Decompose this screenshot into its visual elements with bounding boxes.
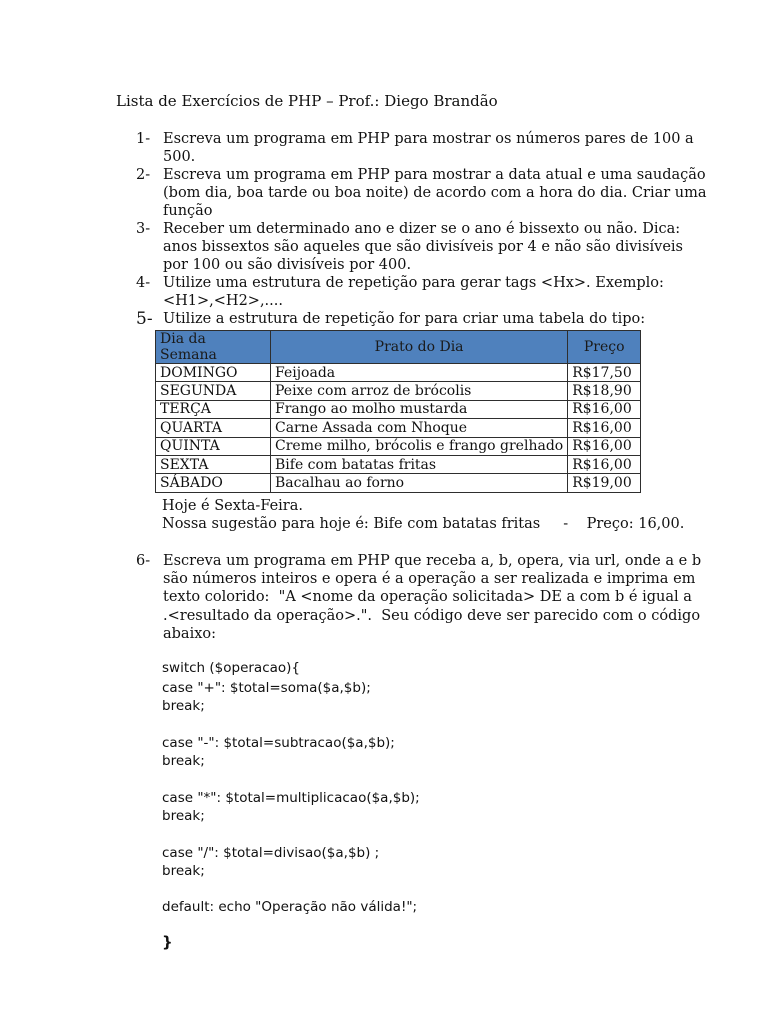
exercise-text-line: abaixo: xyxy=(163,625,217,642)
table-cell-price: R$16,00 xyxy=(568,455,641,473)
exercise-2 xyxy=(136,166,707,221)
code-line: case "*": $total=multiplicacao($a,$b); xyxy=(162,790,420,806)
exercise-text-line: Escreva um programa em PHP que receba a, b, opera, via url, onde a e b xyxy=(163,553,702,569)
table-cell-dish: Peixe com arroz de brócolis xyxy=(271,382,568,400)
table-cell-day: QUINTA xyxy=(156,437,271,455)
table-row xyxy=(156,455,641,473)
code-line: case "-": $total=subtracao($a,$b); xyxy=(162,735,395,751)
table-cell-price: R$16,00 xyxy=(568,419,641,437)
exercise-text-line: Receber um determinado ano e dizer se o ano é bissexto ou não. Dica: xyxy=(163,221,681,237)
exercise-text-line: <H1>,<H2>,.... xyxy=(163,293,283,310)
table-cell-dish: Bife com batatas fritas xyxy=(271,455,568,473)
exercise-text-line: 500. xyxy=(163,149,196,166)
table-cell-day: SÁBADO xyxy=(156,474,271,492)
column-header-dish: Prato do Dia xyxy=(271,331,568,364)
exercise-text-line: Escreva um programa em PHP para mostrar os números pares de 100 a xyxy=(163,131,694,147)
code-line: break; xyxy=(162,698,205,714)
exercise-3 xyxy=(136,220,683,275)
table-row xyxy=(156,474,641,492)
exercise-4 xyxy=(136,274,664,310)
exercise-6 xyxy=(136,552,702,643)
suggestion-line: Nossa sugestão para hoje é: Bife com batatas fritas - Preço: 16,00. xyxy=(162,516,685,532)
table-cell-price: R$16,00 xyxy=(568,400,641,418)
exercise-1 xyxy=(136,130,694,166)
exercise-number: 4- xyxy=(136,275,151,291)
table-cell-day: SEXTA xyxy=(156,455,271,473)
table-cell-day: DOMINGO xyxy=(156,364,271,382)
exercise-number: 3- xyxy=(136,221,151,237)
table-cell-dish: Frango ao molho mustarda xyxy=(271,400,568,418)
code-line: break; xyxy=(162,753,205,769)
table-cell-dish: Feijoada xyxy=(271,364,568,382)
table-cell-day: TERÇA xyxy=(156,400,271,418)
table-row xyxy=(156,437,641,455)
exercise-text-line: são números inteiros e opera é a operação a ser realizada e imprima em xyxy=(163,571,696,588)
exercise-number: 6- xyxy=(136,553,151,569)
table-cell-price: R$16,00 xyxy=(568,437,641,455)
exercise-text-line: (bom dia, boa tarde ou boa noite) de acordo com a hora do dia. Criar uma xyxy=(163,185,707,202)
table-cell-price: R$18,90 xyxy=(568,382,641,400)
exercise-text-line: Utilize uma estrutura de repetição para gerar tags <Hx>. Exemplo: xyxy=(163,275,664,291)
table-cell-day: SEGUNDA xyxy=(156,382,271,400)
column-header-price: Preço xyxy=(568,331,641,364)
exercise-text-line: por 100 ou são divisíveis por 400. xyxy=(163,257,412,274)
table-cell-day: QUARTA xyxy=(156,419,271,437)
exercise-number: 2- xyxy=(136,167,151,183)
exercise-number: 1- xyxy=(136,131,151,147)
table-cell-dish: Carne Assada com Nhoque xyxy=(271,419,568,437)
table-cell-dish: Bacalhau ao forno xyxy=(271,474,568,492)
code-line: case "/": $total=divisao($a,$b) ; xyxy=(162,845,380,861)
table-row xyxy=(156,364,641,382)
table-header-row xyxy=(156,331,641,364)
document-title: Lista de Exercícios de PHP – Prof.: Diego Brandão xyxy=(116,92,498,110)
table-row xyxy=(156,382,641,400)
code-line: break; xyxy=(162,808,205,824)
table-cell-dish: Creme milho, brócolis e frango grelhado xyxy=(271,437,568,455)
exercise-text-line: texto colorido: "A <nome da operação solicitada> DE a com b é igual a xyxy=(163,589,692,606)
exercise-text-line: anos bissextos são aqueles que são divisíveis por 4 e não são divisíveis xyxy=(163,239,683,256)
code-line: break; xyxy=(162,863,205,879)
exercise-text-line: Escreva um programa em PHP para mostrar a data atual e uma saudação xyxy=(163,167,706,183)
exercise-number: 5- xyxy=(136,309,153,329)
column-header-day: Dia da Semana xyxy=(156,331,271,364)
code-line: default: echo "Operação não válida!"; xyxy=(162,899,418,915)
table-row xyxy=(156,419,641,437)
code-line: case "+": $total=soma($a,$b); xyxy=(162,680,371,696)
today-line: Hoje é Sexta-Feira. xyxy=(162,498,303,514)
exercise-text-line: função xyxy=(163,203,213,220)
table-cell-price: R$19,00 xyxy=(568,474,641,492)
exercise-text-line: .<resultado da operação>.". Seu código deve ser parecido com o código xyxy=(163,607,701,624)
exercise-5 xyxy=(136,310,656,328)
code-closing-brace: } xyxy=(162,933,173,951)
table-row xyxy=(156,400,641,418)
exercise-text-line: Utilize a estrutura de repetição for para criar uma tabela do tipo: xyxy=(163,311,646,327)
table-cell-price: R$17,50 xyxy=(568,364,641,382)
menu-table xyxy=(155,330,641,493)
code-line: switch ($operacao){ xyxy=(162,660,301,676)
